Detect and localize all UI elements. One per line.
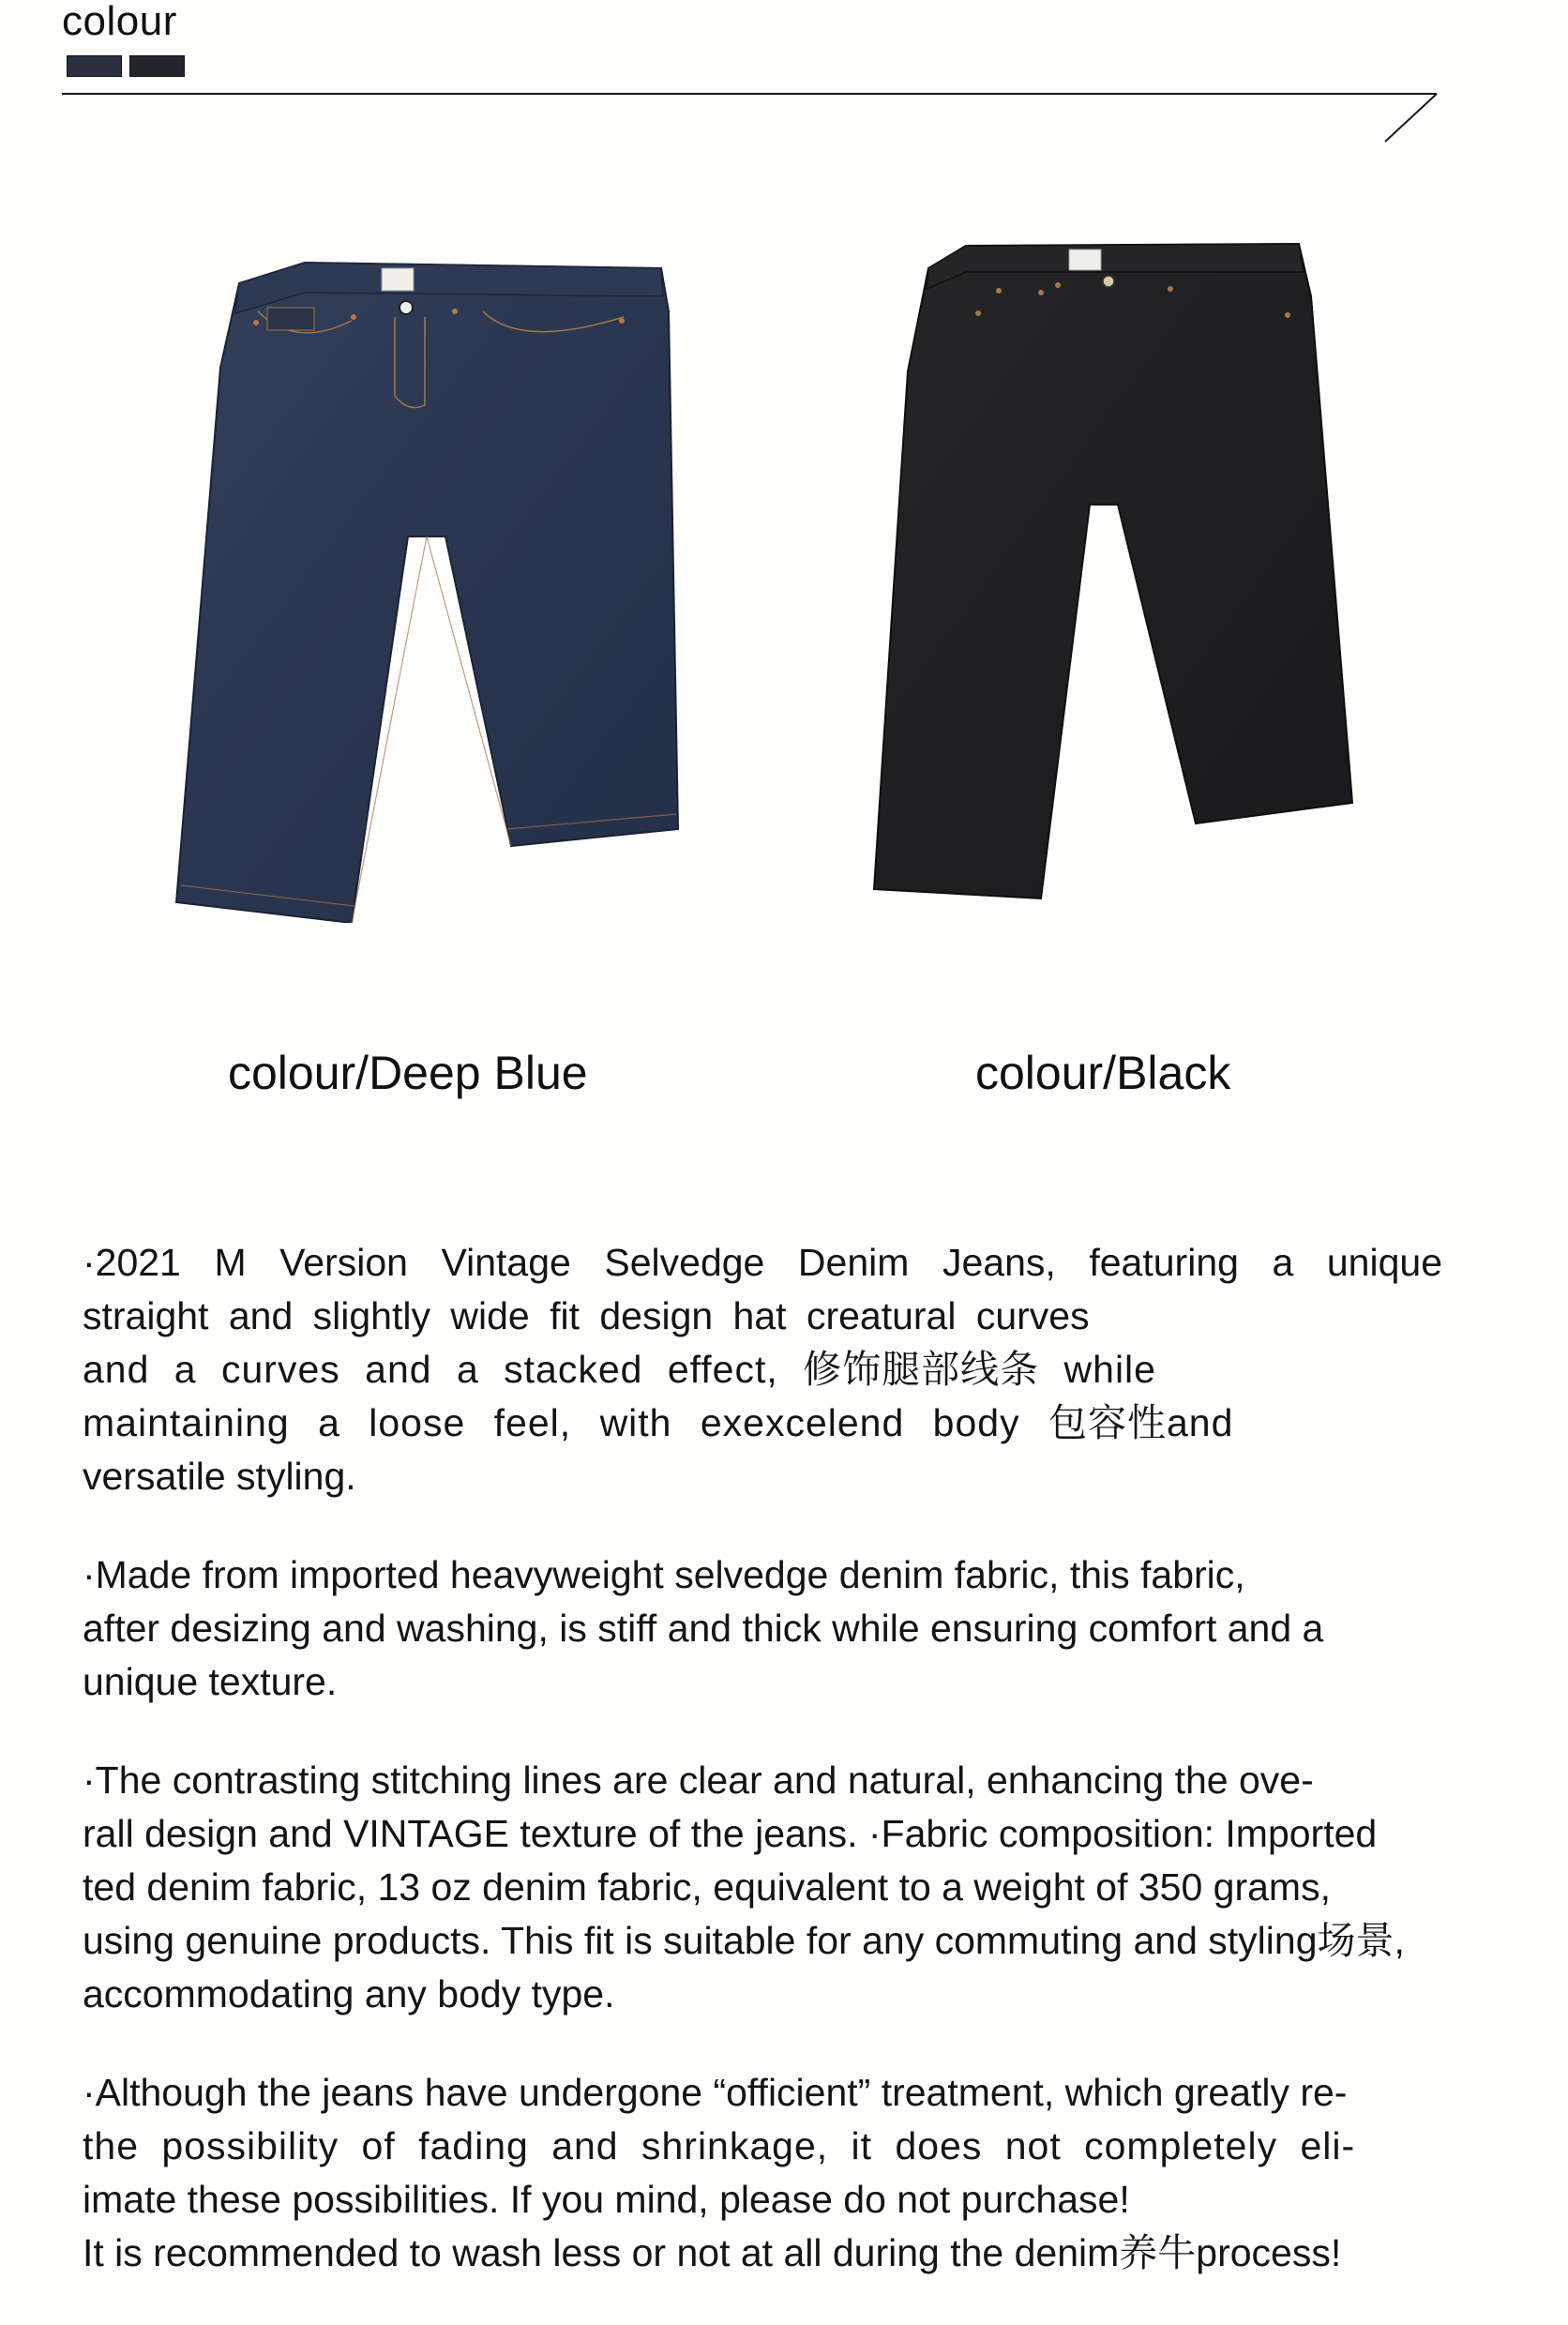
caption-black: colour/Black — [975, 1047, 1231, 1099]
header-divider — [0, 0, 1568, 159]
text-line: ted denim fabric, 13 oz denim fabric, equivalent to a weight of 350 grams, — [83, 1865, 1331, 1909]
description-paragraph-stitching — [83, 1754, 1470, 2021]
caption-deep-blue: colour/Deep Blue — [228, 1047, 588, 1099]
text-line: rall design and VINTAGE texture of the jeans. ·Fabric composition: Imported — [83, 1812, 1378, 1855]
description-paragraph-style — [83, 1236, 1470, 1503]
text-line: imate these possibilities. If you mind, please do not purchase! — [83, 2178, 1130, 2221]
text-line: ·Although the jeans have undergone “officient” treatment, which greatly re- — [83, 2071, 1348, 2114]
product-image-deep-blue — [173, 255, 680, 923]
text-line: the possibility of fading and shrinkage, it does not completely eli- — [83, 2124, 1356, 2167]
text-line: ·The contrasting stitching lines are clear and natural, enhancing the ove- — [83, 1759, 1314, 1802]
text-line: ·2021 M Version Vintage Selvedge Denim Jeans, featuring a unique — [83, 1241, 1442, 1284]
text-line: after desizing and washing, is stiff and thick while ensuring comfort and a — [83, 1607, 1324, 1650]
text-line: versatile styling. — [83, 1455, 356, 1498]
section-title: colour — [62, 0, 177, 44]
text-line: accommodating any body type. — [83, 1972, 615, 2016]
text-line: straight and slightly wide fit design hat creatural curves — [83, 1294, 1090, 1337]
description-paragraph-care — [83, 2066, 1470, 2280]
jeans-black-icon — [872, 240, 1356, 908]
jeans-deep-blue-icon — [173, 255, 680, 923]
product-image-black — [872, 240, 1356, 908]
text-line: maintaining a loose feel, with exexcelend body 包容性and — [83, 1401, 1234, 1444]
text-line: It is recommended to wash less or not at all during the denim养牛process! — [83, 2231, 1342, 2274]
product-description — [83, 1236, 1470, 2325]
text-line: using genuine products. This fit is suitable for any commuting and styling场景, — [83, 1919, 1405, 1962]
text-line: and a curves and a stacked effect, 修饰腿部线条 while — [83, 1348, 1156, 1391]
text-line: unique texture. — [83, 1660, 338, 1703]
text-line: ·Made from imported heavyweight selvedge denim fabric, this fabric, — [83, 1553, 1245, 1596]
description-paragraph-fabric — [83, 1548, 1470, 1709]
